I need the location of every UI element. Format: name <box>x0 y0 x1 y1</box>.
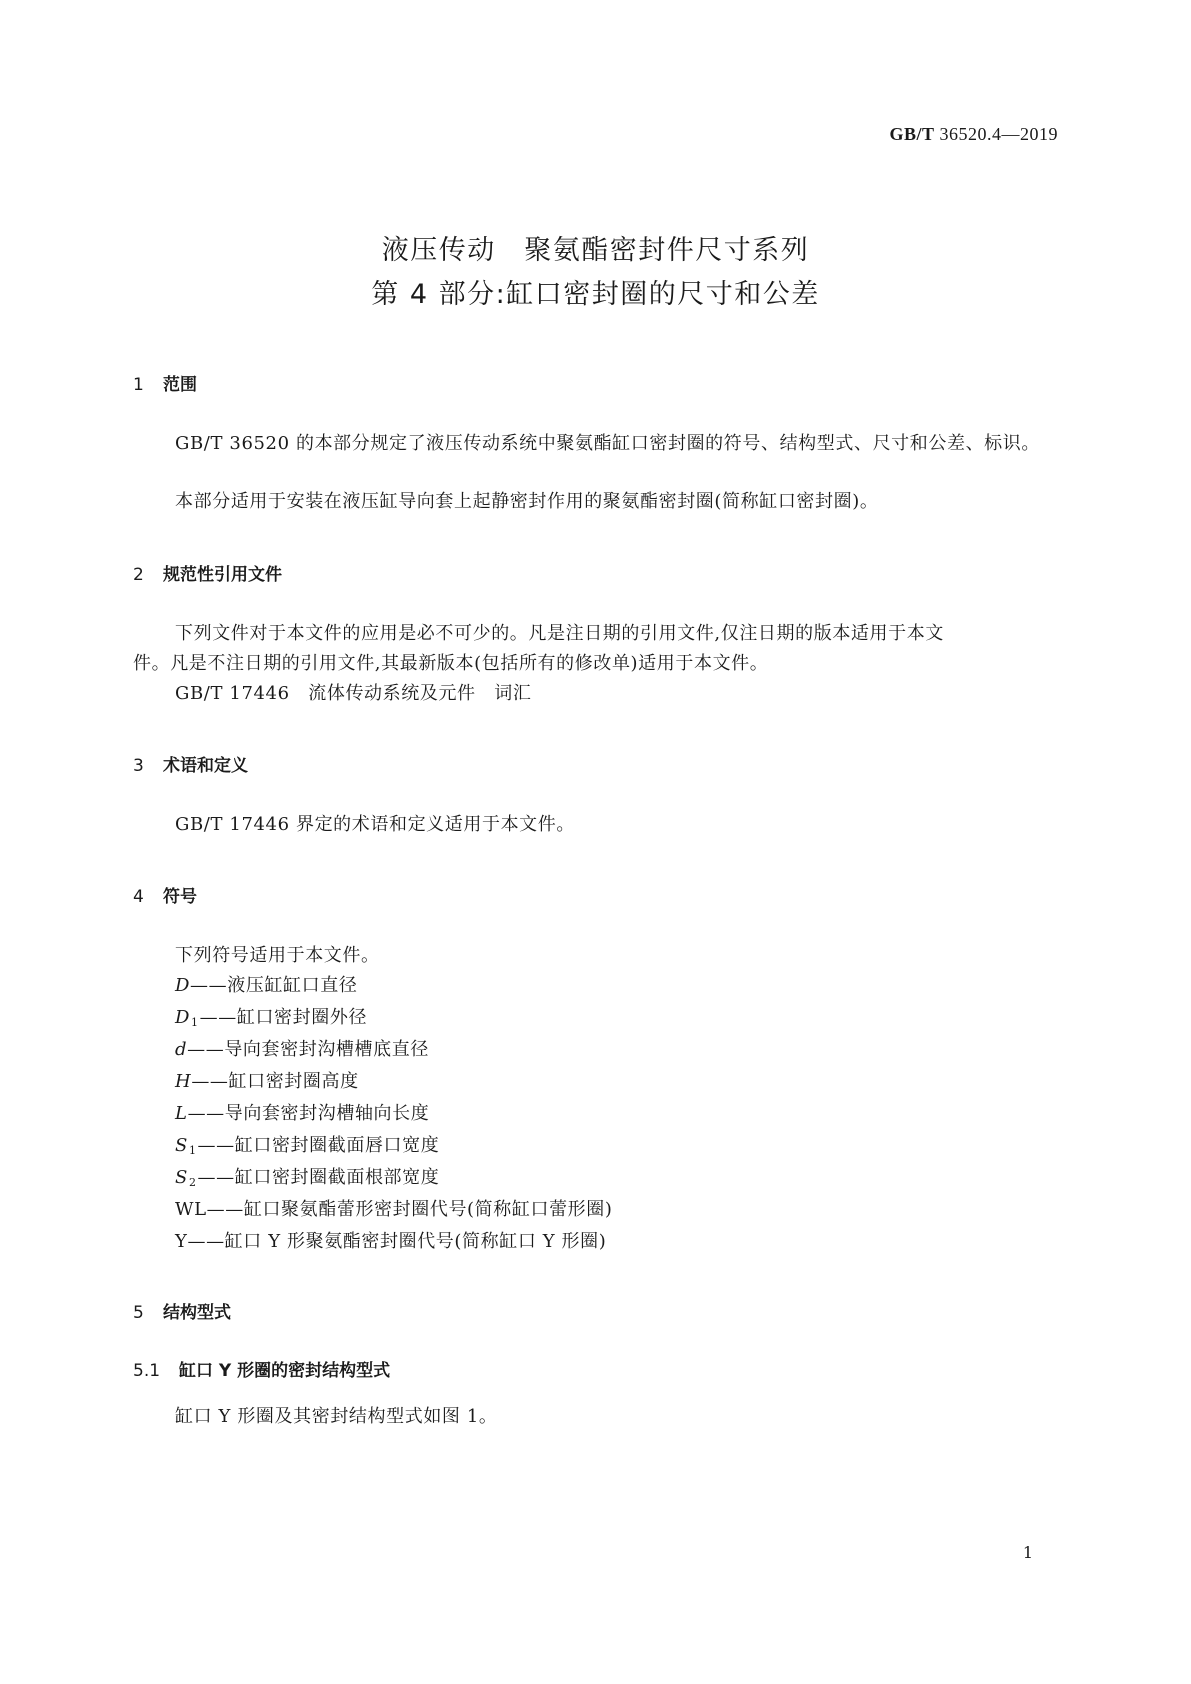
section-1-title: 范围 <box>163 375 197 395</box>
section-1-heading <box>133 370 197 395</box>
document-title-line1: 液压传动 聚氨酯密封件尺寸系列 <box>381 235 810 266</box>
symbol-subscript: 1 <box>188 1144 197 1157</box>
document-title-line2: 第 4 部分:缸口密封圈的尺寸和公差 <box>371 279 820 310</box>
symbol-list-item <box>175 1003 367 1038</box>
section-2-heading <box>133 560 282 585</box>
standard-code: 36520.4—2019 <box>939 124 1058 144</box>
symbol-name: L <box>175 1103 188 1124</box>
symbol-list-item <box>175 1163 439 1198</box>
symbol-description: ——导向套密封沟槽槽底直径 <box>187 1039 429 1060</box>
section-3-heading <box>133 751 248 776</box>
symbol-description: ——缸口 Y 形聚氨酯密封圈代号(简称缸口 Y 形圈) <box>187 1231 607 1252</box>
symbol-description: ——缸口密封圈高度 <box>191 1071 359 1092</box>
symbol-name: D <box>175 1007 191 1028</box>
section-4-intro: 下列符号适用于本文件。 <box>175 945 380 966</box>
section-1-paragraph-1: GB/T 36520 的本部分规定了液压传动系统中聚氨酯缸口密封圈的符号、结构型式、尺寸和公差、标识。 <box>175 433 1040 454</box>
symbol-name: D <box>175 975 191 996</box>
symbol-description: ——缸口密封圈外径 <box>199 1007 368 1028</box>
symbol-name: S <box>175 1167 188 1188</box>
symbol-list-item <box>175 1099 429 1129</box>
section-5-1-paragraph: 缸口 Y 形圈及其密封结构型式如图 1。 <box>175 1406 498 1427</box>
section-4-title: 符号 <box>163 887 197 907</box>
section-5-1-heading <box>133 1356 390 1381</box>
section-5-1-title: 缸口 Y 形圈的密封结构型式 <box>179 1361 391 1381</box>
section-2-title: 规范性引用文件 <box>163 565 282 585</box>
symbol-name: Y <box>175 1231 188 1252</box>
section-2-reference: GB/T 17446 流体传动系统及元件 词汇 <box>175 683 532 704</box>
symbol-name: WL <box>175 1199 207 1220</box>
section-1-paragraph-2: 本部分适用于安装在液压缸导向套上起静密封作用的聚氨酯密封圈(简称缸口密封圈)。 <box>175 491 879 512</box>
symbol-list-item <box>175 1035 429 1065</box>
standard-prefix: GB/T <box>889 124 935 144</box>
section-2-paragraph-line-1: 下列文件对于本文件的应用是必不可少的。凡是注日期的引用文件,仅注日期的版本适用于本文 <box>175 623 944 644</box>
symbol-subscript: 1 <box>191 1016 199 1029</box>
symbol-list-item <box>175 1227 606 1257</box>
section-5-1-number: 5.1 <box>133 1361 161 1381</box>
section-4-number: 4 <box>133 887 144 907</box>
symbol-name: d <box>175 1039 188 1060</box>
symbol-description: ——导向套密封沟槽轴向长度 <box>187 1103 430 1124</box>
symbol-list-item <box>175 1195 613 1225</box>
section-5-number: 5 <box>133 1303 144 1323</box>
section-2-paragraph-line-2: 件。凡是不注日期的引用文件,其最新版本(包括所有的修改单)适用于本文件。 <box>133 653 769 674</box>
symbol-description: ——液压缸缸口直径 <box>190 975 358 996</box>
section-3-paragraph: GB/T 17446 界定的术语和定义适用于本文件。 <box>175 814 575 835</box>
section-2-number: 2 <box>133 565 144 585</box>
page-number: 1 <box>1022 1543 1033 1562</box>
symbol-description: ——缸口密封圈截面根部宽度 <box>197 1167 440 1188</box>
symbol-subscript: 2 <box>188 1176 197 1189</box>
standard-number <box>889 124 1058 145</box>
section-5-heading <box>133 1298 231 1323</box>
symbol-list-item <box>175 971 357 1001</box>
symbol-description: ——缸口密封圈截面唇口宽度 <box>197 1135 440 1156</box>
section-5-title: 结构型式 <box>163 1303 231 1323</box>
symbol-list-item <box>175 1131 439 1166</box>
symbol-list-item <box>175 1067 359 1097</box>
symbol-name: H <box>175 1071 192 1092</box>
section-3-title: 术语和定义 <box>163 756 248 776</box>
section-1-number: 1 <box>133 375 144 395</box>
section-3-number: 3 <box>133 756 144 776</box>
symbol-description: ——缸口聚氨酯蕾形密封圈代号(简称缸口蕾形圈) <box>206 1199 613 1220</box>
section-4-heading <box>133 882 197 907</box>
symbol-name: S <box>175 1135 188 1156</box>
